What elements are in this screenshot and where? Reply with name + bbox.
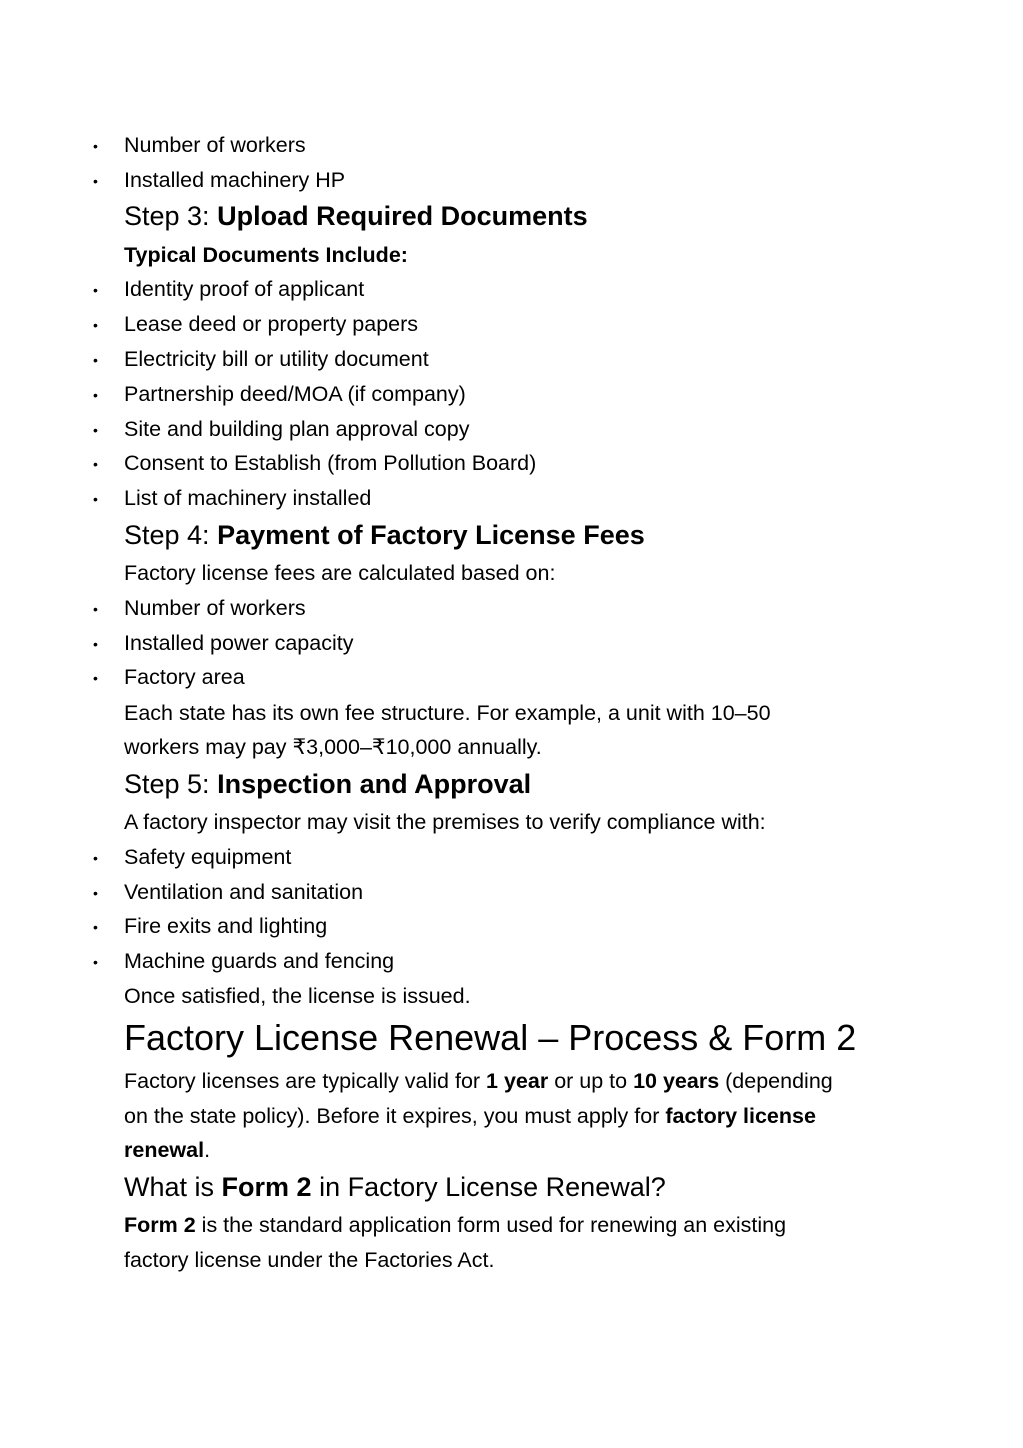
text: on the state policy). Before it expires, you must apply for [124,1104,666,1128]
list-item: Electricity bill or utility document [124,347,429,371]
step4-note-line1: Each state has its own fee structure. For example, a unit with 10–50 [124,701,771,725]
text: Factory licenses are typically valid for [124,1069,487,1093]
bullet-icon: • [93,670,98,686]
step4-note-line2: workers may pay ₹3,000–₹10,000 annually. [124,735,542,759]
text-bold: Form 2 [124,1213,196,1237]
list-item: Installed power capacity [124,631,354,655]
list-item: Number of workers [124,133,306,157]
step3-prefix: Step 3: [124,201,218,231]
list-item: Lease deed or property papers [124,312,419,336]
list-item: Safety equipment [124,845,292,869]
bullet-icon: • [93,954,98,970]
bullet-icon: • [93,352,98,368]
text: or up to [548,1069,634,1093]
list-item: Factory area [124,665,245,689]
list-item: List of machinery installed [124,486,372,510]
text-bold: 1 year [486,1069,549,1093]
text: (depending [719,1069,833,1093]
bullet-icon: • [93,173,98,189]
list-item: Machine guards and fencing [124,949,395,973]
bullet-icon: • [93,885,98,901]
list-item: Ventilation and sanitation [124,880,364,904]
step5-outro: Once satisfied, the license is issued. [124,984,471,1008]
step3-subheading: Typical Documents Include: [124,243,408,267]
list-item: Number of workers [124,596,306,620]
step5-prefix: Step 5: [124,769,218,799]
form2-paragraph-line1 [124,1212,786,1238]
step5-intro: A factory inspector may visit the premises to verify compliance with: [124,810,766,834]
list-item: Installed machinery HP [124,168,346,192]
list-item: Partnership deed/MOA (if company) [124,382,466,406]
text-bold: renewal [124,1138,205,1162]
step4-intro: Factory license fees are calculated based on: [124,561,556,585]
renewal-paragraph-line1 [124,1068,833,1094]
text: is the standard application form used for renewing an existing [195,1213,787,1237]
step4-prefix: Step 4: [124,520,218,550]
bullet-icon: • [93,317,98,333]
renewal-paragraph-line2 [124,1103,816,1129]
text: . [204,1138,211,1162]
text: in Factory License Renewal? [311,1172,666,1202]
form2-heading [124,1171,666,1203]
bullet-icon: • [93,282,98,298]
step4-heading [124,519,645,551]
bullet-icon: • [93,636,98,652]
step4-title: Payment of Factory License Fees [217,520,645,550]
list-item: Consent to Establish (from Pollution Board) [124,451,537,475]
list-item: Identity proof of applicant [124,277,365,301]
bullet-icon: • [93,422,98,438]
step3-heading [124,200,588,232]
bullet-icon: • [93,601,98,617]
text-bold: 10 years [633,1069,720,1093]
text: What is [124,1172,222,1202]
text-bold: factory license [665,1104,816,1128]
step5-title: Inspection and Approval [217,769,532,799]
renewal-heading: Factory License Renewal – Process & Form 2 [124,1017,857,1058]
step5-heading [124,768,531,800]
step3-title: Upload Required Documents [217,201,588,231]
form2-paragraph-line2: factory license under the Factories Act. [124,1248,495,1272]
bullet-icon: • [93,138,98,154]
list-item: Fire exits and lighting [124,914,328,938]
bullet-icon: • [93,456,98,472]
bullet-icon: • [93,850,98,866]
renewal-paragraph-line3 [124,1137,210,1163]
list-item: Site and building plan approval copy [124,417,470,441]
bullet-icon: • [93,919,98,935]
bullet-icon: • [93,387,98,403]
bullet-icon: • [93,491,98,507]
text-bold: Form 2 [221,1172,312,1202]
